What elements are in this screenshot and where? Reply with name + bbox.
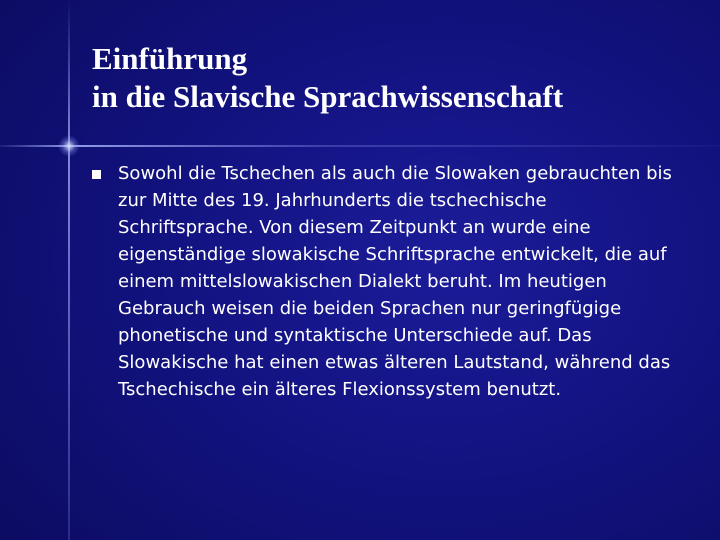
horizontal-accent-line	[0, 145, 720, 147]
line-intersection-glow	[58, 135, 80, 157]
slide-title-line-1: Einführung	[92, 41, 248, 76]
bullet-item	[92, 160, 682, 403]
slide-title-line-2: in die Slavische Sprachwissenschaft	[92, 79, 564, 114]
bullet-text: Sowohl die Tschechen als auch die Slowaken gebrauchten bis zur Mitte des 19. Jahrhunderts die tschechische Schriftsprache. Von diesem Zeitpunkt an wurde eine eigenständige slowakische Schriftsprache entwickelt, die auf einem mittelslowakischen Dialekt beruht. Im heutigen Gebrauch weisen die beiden Sprachen nur geringfügige phonetische und syntaktische Unterschiede auf. Das Slowakische hat einen etwas älteren Lautstand, während das Tschechische ein älteres Flexionssystem benutzt.	[118, 163, 672, 400]
square-bullet-icon	[92, 170, 101, 179]
slide-title	[92, 40, 692, 116]
vertical-accent-line	[68, 0, 70, 540]
